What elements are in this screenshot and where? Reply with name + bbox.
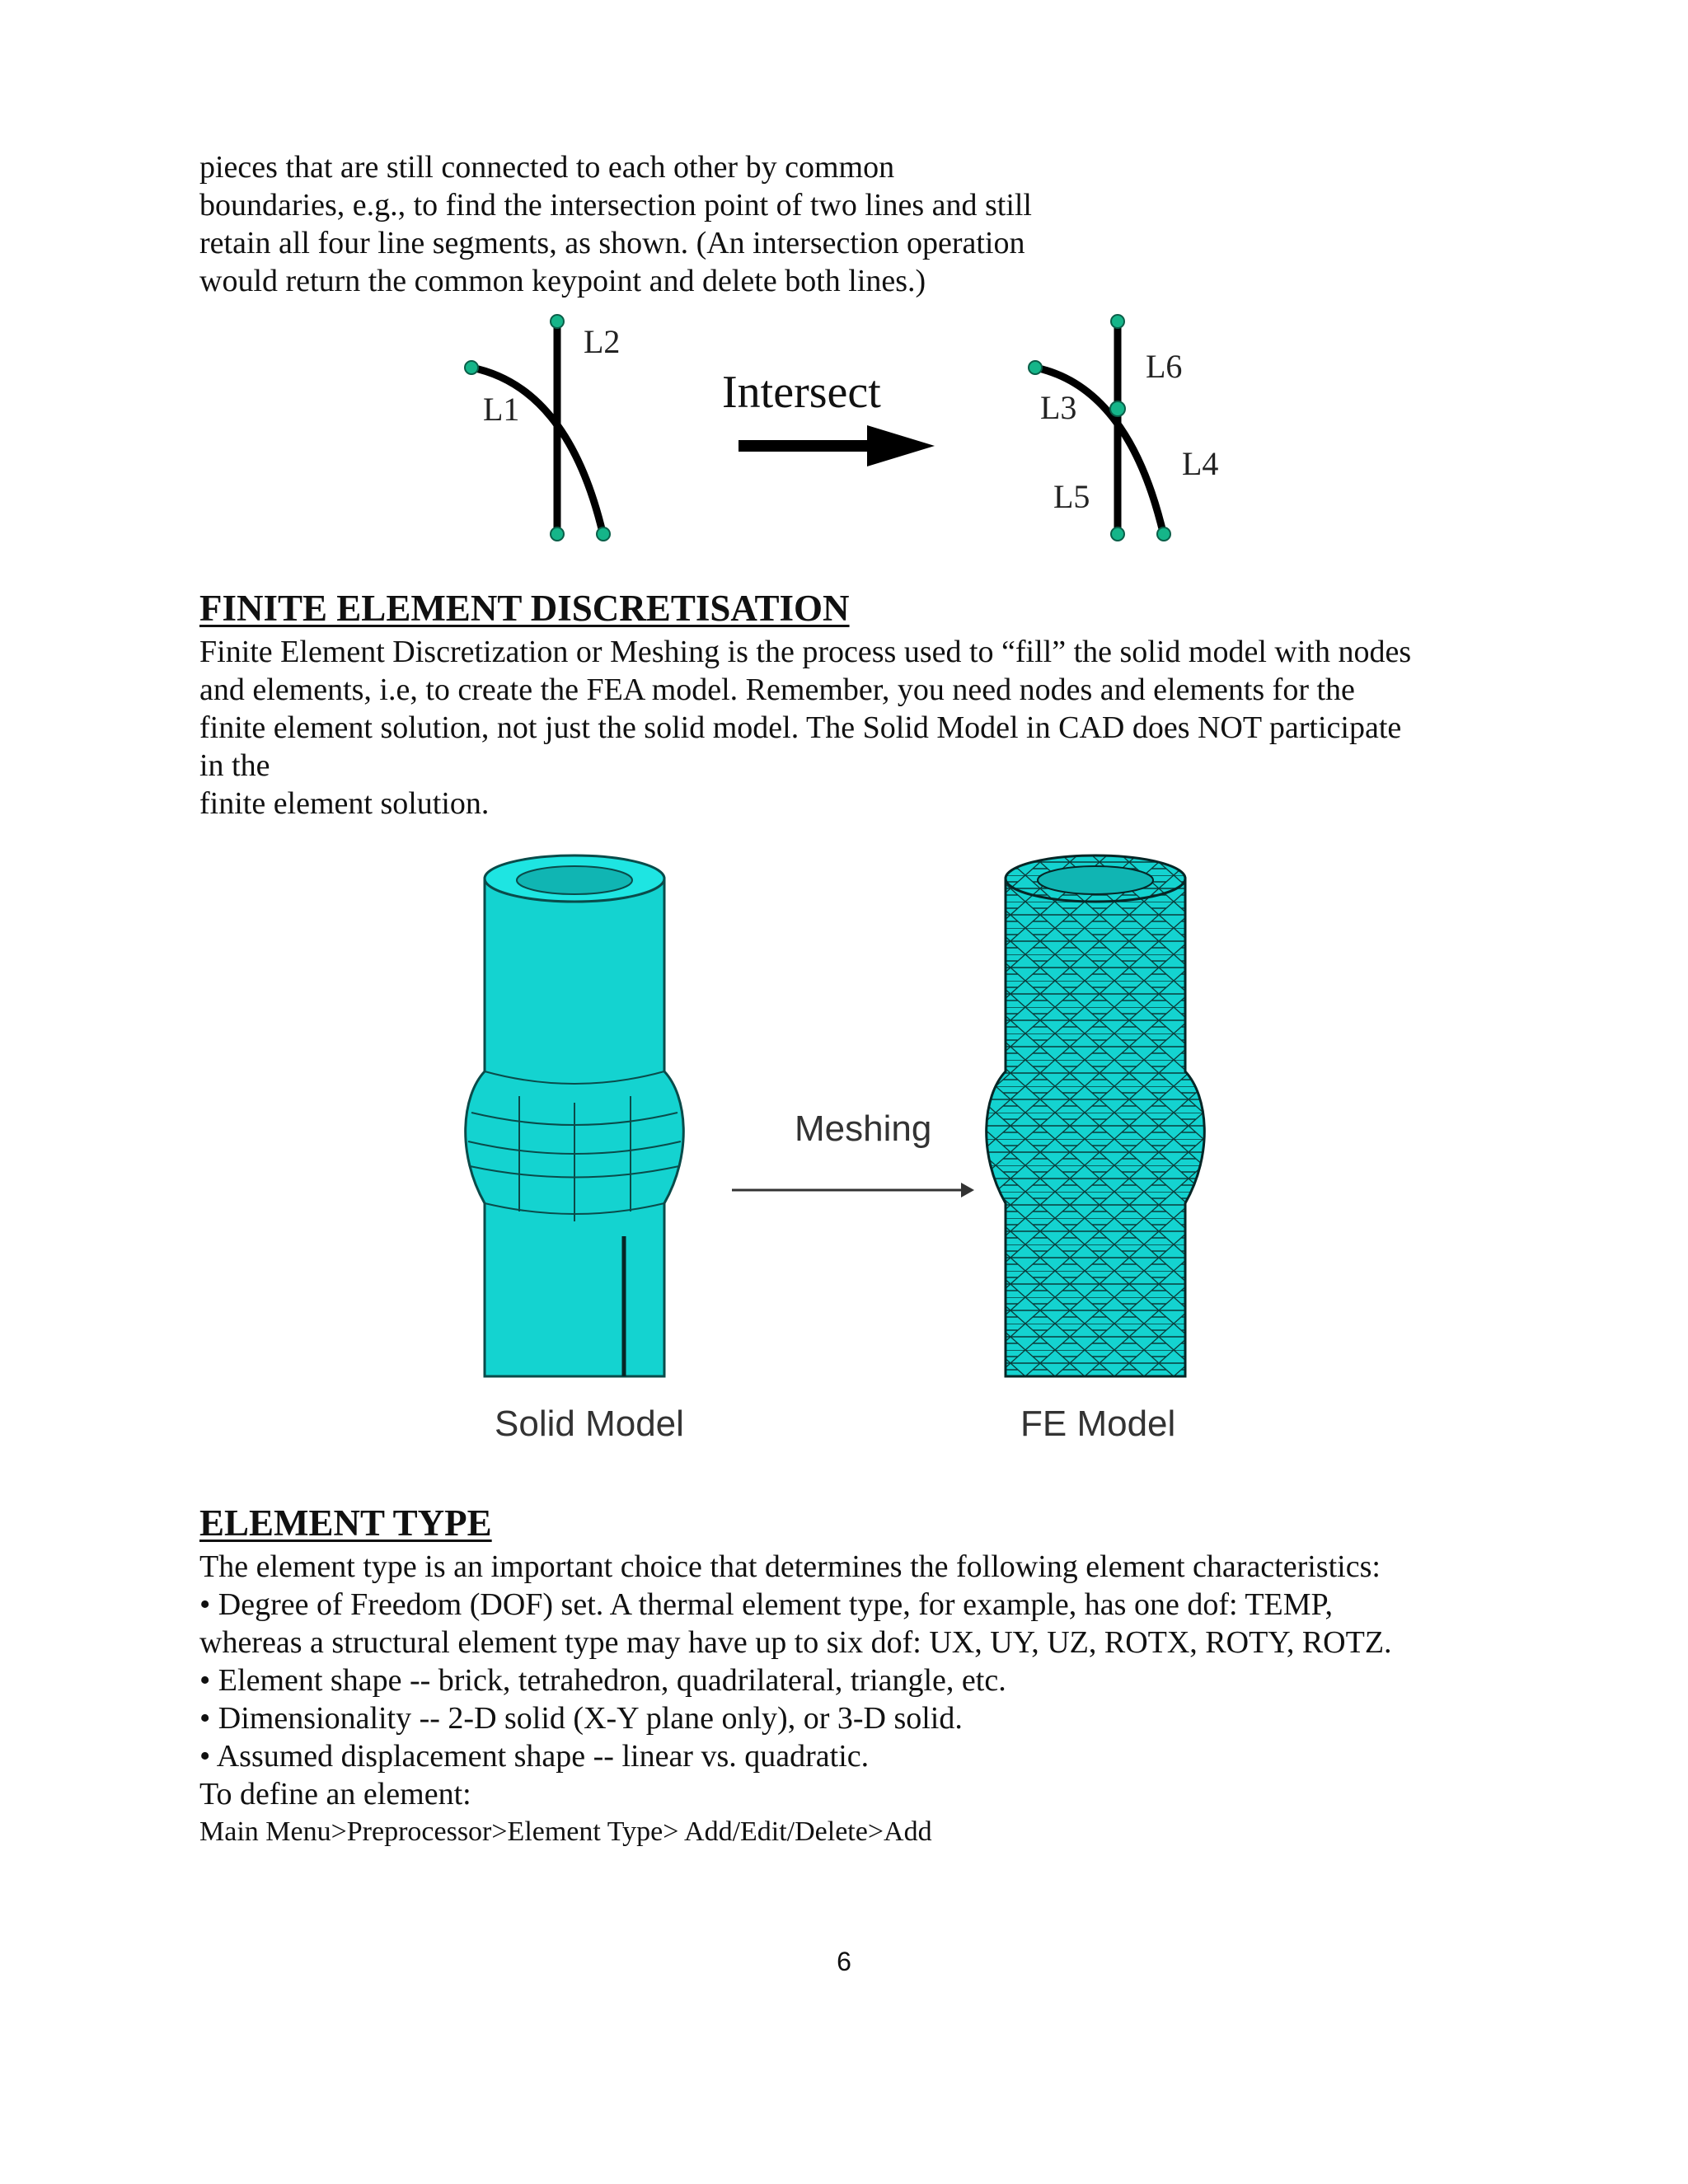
discretisation-line: finite element solution. [199, 786, 490, 821]
solid-model [466, 855, 684, 1444]
fe-mesh-body [987, 879, 1205, 1376]
element-type-line: To define an element: [199, 1777, 471, 1811]
element-type-line: whereas a structural element type may have up to six dof: UX, UY, UZ, ROTX, ROTY, ROTZ. [199, 1625, 1392, 1660]
intersect-figure [445, 305, 1253, 552]
element-type-line: • Assumed displacement shape -- linear vs. quadratic. [199, 1739, 870, 1774]
keypoint [1111, 527, 1124, 541]
arrow-head [961, 1183, 974, 1197]
keypoint [465, 361, 478, 374]
label-l2: L2 [584, 323, 621, 360]
discretisation-line: finite element solution, not just the solid model. The Solid Model in CAD does NOT participate [199, 710, 1402, 745]
label-l3: L3 [1040, 389, 1077, 426]
intersect-arrow [722, 367, 935, 466]
intro-line: would return the common keypoint and delete both lines.) [199, 264, 926, 298]
element-type-line: • Dimensionality -- 2-D solid (X-Y plane only), or 3-D solid. [199, 1701, 963, 1736]
element-type-line: The element type is an important choice that determines the following element characteristics: [199, 1549, 1381, 1584]
keypoint [597, 527, 610, 541]
arrow-shaft [738, 440, 870, 452]
element-type-line: • Degree of Freedom (DOF) set. A thermal element type, for example, has one dof: TEMP, [199, 1587, 1333, 1622]
fe-model-caption: FE Model [1020, 1404, 1176, 1444]
intersect-label: Intersect [722, 367, 881, 418]
keypoint [551, 315, 564, 328]
heading-element-type: ELEMENT TYPE [199, 1502, 492, 1544]
discretisation-line: and elements, i.e, to create the FEA model. Remember, you need nodes and elements for the [199, 673, 1355, 707]
meshing-figure [462, 849, 1253, 1451]
label-l1: L1 [483, 391, 520, 428]
meshing-label: Meshing [795, 1108, 932, 1149]
label-l6: L6 [1146, 348, 1183, 385]
fe-model [987, 855, 1205, 1444]
meshing-arrow [732, 1108, 974, 1197]
right-lines [1029, 315, 1218, 541]
intro-line: boundaries, e.g., to find the intersection point of two lines and still [199, 188, 1032, 223]
menu-path: Main Menu>Preprocessor>Element Type> Add/Edit/Delete>Add [199, 1816, 932, 1847]
solid-bore [517, 866, 632, 894]
intro-line: retain all four line segments, as shown. (An intersection operation [199, 226, 1025, 260]
element-type-line: • Element shape -- brick, tetrahedron, quadrilateral, triangle, etc. [199, 1663, 1006, 1698]
keypoint [551, 527, 564, 541]
keypoint [1157, 527, 1170, 541]
element-type-paragraph [199, 1548, 1392, 1851]
intro-line: pieces that are still connected to each other by common [199, 150, 895, 185]
heading-discretisation: FINITE ELEMENT DISCRETISATION [199, 588, 850, 629]
discretisation-line: Finite Element Discretization or Meshing is the process used to “fill” the solid model with nodes [199, 635, 1412, 669]
solid-model-caption: Solid Model [495, 1404, 684, 1444]
arrow-head [867, 425, 935, 466]
fe-bore [1038, 866, 1153, 894]
intersection-keypoint [1110, 401, 1125, 416]
page-number: 6 [837, 1947, 851, 1976]
discretisation-paragraph [199, 633, 1411, 823]
intersect-diagram [445, 305, 1253, 552]
keypoint [1111, 315, 1124, 328]
keypoint [1029, 361, 1042, 374]
intro-paragraph [199, 148, 1032, 300]
discretisation-line: in the [199, 748, 270, 783]
label-l5: L5 [1053, 478, 1090, 515]
left-lines [465, 315, 620, 541]
label-l4: L4 [1182, 445, 1219, 482]
meshing-diagram [462, 849, 1253, 1451]
